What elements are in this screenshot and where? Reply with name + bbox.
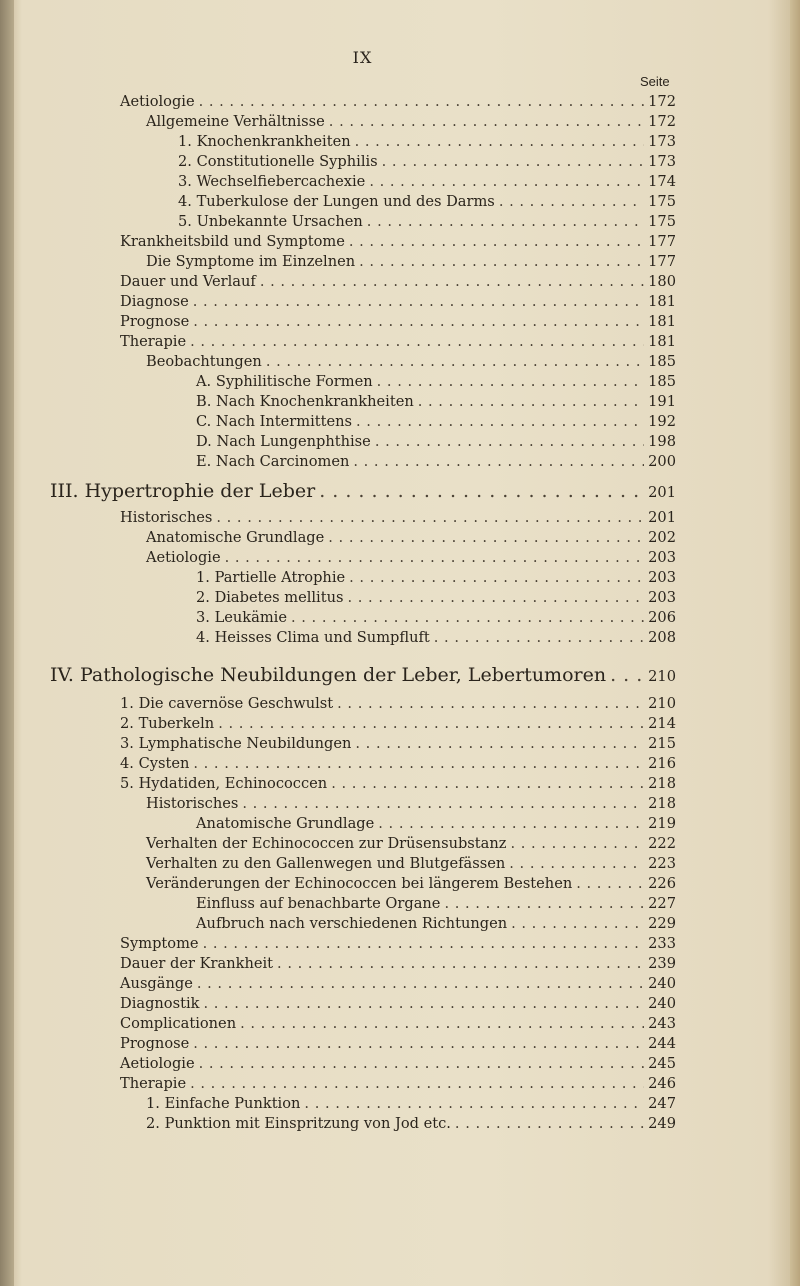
- toc-entry-page: 216: [648, 755, 676, 772]
- toc-entry-title: 1. Einfache Punktion: [146, 1095, 301, 1112]
- toc-entry: [120, 232, 676, 252]
- toc-entry-page: 172: [648, 113, 676, 130]
- dot-leader: [319, 479, 644, 503]
- toc-entry-title: III. Hypertrophie der Leber: [50, 480, 316, 502]
- toc-entry-page: 177: [648, 233, 676, 250]
- toc-entry-page: 203: [648, 569, 676, 586]
- dot-leader: [353, 452, 644, 472]
- toc-entry-page: 227: [648, 895, 676, 912]
- toc-entry-page: 200: [648, 453, 676, 470]
- dot-leader: [203, 994, 644, 1014]
- toc-entry-title: 2. Diabetes mellitus: [196, 589, 344, 606]
- toc-entry-title: Ausgänge: [120, 975, 193, 992]
- toc-entry-title: 3. Wechselfiebercachexie: [178, 173, 366, 190]
- toc-entry: [178, 132, 676, 152]
- toc-entry-page: 192: [648, 413, 676, 430]
- toc-entry-title: 2. Constitutionelle Syphilis: [178, 153, 378, 170]
- dot-leader: [242, 794, 644, 814]
- toc-entry-title: Prognose: [120, 1035, 190, 1052]
- toc-entry: [120, 1034, 676, 1054]
- dot-leader: [277, 954, 644, 974]
- toc-entry-page: 223: [648, 855, 676, 872]
- toc-entry-title: Veränderungen der Echinococcen bei längerem Bestehen: [146, 875, 573, 892]
- toc-entry-title: Beobachtungen: [146, 353, 262, 370]
- dot-leader: [291, 608, 644, 628]
- dot-leader: [499, 192, 644, 212]
- dot-leader: [190, 1074, 644, 1094]
- toc-entry-page: 191: [648, 393, 676, 410]
- toc-entry: [196, 608, 676, 628]
- dot-leader: [359, 252, 644, 272]
- dot-leader: [190, 332, 644, 352]
- toc-entry-page: 173: [648, 153, 676, 170]
- toc-entry-title: Prognose: [120, 313, 190, 330]
- toc-entry-title: Aetiologie: [120, 1055, 195, 1072]
- toc-entry: [178, 172, 676, 192]
- toc-entry: [120, 934, 676, 954]
- dot-leader: [331, 774, 644, 794]
- dot-leader: [349, 568, 644, 588]
- toc-entry: [178, 212, 676, 232]
- dot-leader: [509, 854, 644, 874]
- toc-entry: [120, 714, 676, 734]
- toc-entry-title: 1. Knochenkrankheiten: [178, 133, 351, 150]
- toc-entry-page: 214: [648, 715, 676, 732]
- toc-entry-title: Therapie: [120, 333, 187, 350]
- toc-entry-page: 240: [648, 995, 676, 1012]
- toc-entry-page: 175: [648, 213, 676, 230]
- toc-entry: [120, 332, 676, 352]
- toc-entry: [146, 112, 676, 132]
- toc-entry: [196, 814, 676, 834]
- dot-leader: [193, 1034, 644, 1054]
- toc-entry-title: Anatomische Grundlage: [196, 815, 375, 832]
- toc-entry-page: 185: [648, 373, 676, 390]
- toc-entry-title: Dauer und Verlauf: [120, 273, 256, 290]
- toc-entry: [120, 312, 676, 332]
- toc-entry-page: 210: [648, 668, 676, 685]
- toc-entry: [196, 412, 676, 432]
- toc-entry-title: 1. Die cavernöse Geschwulst: [120, 695, 334, 712]
- page-number: IX: [352, 48, 373, 67]
- toc-entry-page: 198: [648, 433, 676, 450]
- toc-entry-page: 215: [648, 735, 676, 752]
- toc-entry-title: Einfluss auf benachbarte Organe: [196, 895, 441, 912]
- toc-entry-title: 3. Leukämie: [196, 609, 287, 626]
- toc-entry-title: Aufbruch nach verschiedenen Richtungen: [196, 915, 508, 932]
- toc-entry-page: 219: [648, 815, 676, 832]
- toc-entry-page: 226: [648, 875, 676, 892]
- toc-entry: [120, 292, 676, 312]
- toc-entry-page: 177: [648, 253, 676, 270]
- dot-leader: [418, 392, 644, 412]
- toc-entry-title: Verhalten der Echinococcen zur Drüsensubstanz: [146, 835, 507, 852]
- dot-leader: [203, 934, 644, 954]
- dot-leader: [216, 508, 644, 528]
- toc-entry-page: 175: [648, 193, 676, 210]
- toc-entry-page: 244: [648, 1035, 676, 1052]
- toc-entry-title: 3. Lymphatische Neubildungen: [120, 735, 352, 752]
- toc-entry-title: Aetiologie: [120, 93, 195, 110]
- toc-entry: [146, 252, 676, 272]
- toc-entry-title: 2. Tuberkeln: [120, 715, 215, 732]
- toc-entry-page: 181: [648, 333, 676, 350]
- toc-entry: [146, 1094, 676, 1114]
- toc-entry: [120, 694, 676, 714]
- dot-leader: [375, 432, 644, 452]
- toc-entry-page: 172: [648, 93, 676, 110]
- toc-entry-page: 247: [648, 1095, 676, 1112]
- dot-leader: [355, 734, 644, 754]
- toc-entry: [146, 834, 676, 854]
- dot-leader: [511, 914, 644, 934]
- toc-entry: [178, 192, 676, 212]
- dot-leader: [304, 1094, 644, 1114]
- toc-entry-title: Complicationen: [120, 1015, 237, 1032]
- toc-entry-page: 218: [648, 795, 676, 812]
- dot-leader: [369, 172, 644, 192]
- toc-entry: [196, 392, 676, 412]
- toc-entry: [120, 774, 676, 794]
- toc-entry: [146, 794, 676, 814]
- toc-entry-title: Historisches: [120, 509, 213, 526]
- toc-entry-title: Anatomische Grundlage: [146, 529, 325, 546]
- toc-entry: [120, 734, 676, 754]
- toc-entry: [146, 548, 676, 568]
- toc-entry: [120, 994, 676, 1014]
- toc-entry: [146, 874, 676, 894]
- toc-entry-title: Verhalten zu den Gallenwegen und Blutgefässen: [146, 855, 506, 872]
- toc-entry-page: 229: [648, 915, 676, 932]
- dot-leader: [199, 92, 644, 112]
- toc-entry-title: Dauer der Krankheit: [120, 955, 274, 972]
- toc-entry-title: Symptome: [120, 935, 199, 952]
- toc-entry: [120, 1014, 676, 1034]
- toc-entry: [120, 92, 676, 112]
- toc-entry-page: 206: [648, 609, 676, 626]
- toc-entry: [120, 954, 676, 974]
- toc-entry-page: 180: [648, 273, 676, 290]
- toc-entry: [50, 479, 676, 503]
- toc-entry: [120, 1054, 676, 1074]
- toc-entry: [178, 152, 676, 172]
- dot-leader: [510, 834, 644, 854]
- toc-entry: [196, 628, 676, 648]
- toc-entry-title: IV. Pathologische Neubildungen der Leber, Lebertumoren: [50, 664, 607, 686]
- toc-entry-page: 181: [648, 293, 676, 310]
- toc-entry-title: A. Syphilitische Formen: [196, 373, 373, 390]
- toc-entry: [196, 894, 676, 914]
- dot-leader: [193, 754, 644, 774]
- toc-entry-title: Historisches: [146, 795, 239, 812]
- toc-entry-page: 218: [648, 775, 676, 792]
- toc-entry-page: 208: [648, 629, 676, 646]
- dot-leader: [328, 528, 644, 548]
- toc-entry-title: 4. Cysten: [120, 755, 190, 772]
- toc-entry: [146, 528, 676, 548]
- dot-leader: [377, 372, 644, 392]
- toc-entry-page: 240: [648, 975, 676, 992]
- toc-entry: [146, 1114, 676, 1134]
- dot-leader: [260, 272, 644, 292]
- dot-leader: [266, 352, 644, 372]
- toc-entry: [120, 272, 676, 292]
- toc-entry: [120, 974, 676, 994]
- toc-entry-title: Krankheitsbild und Symptome: [120, 233, 345, 250]
- toc-entry-title: B. Nach Knochenkrankheiten: [196, 393, 414, 410]
- toc-entry-title: Allgemeine Verhältnisse: [146, 113, 325, 130]
- toc-entry-title: 1. Partielle Atrophie: [196, 569, 346, 586]
- dot-leader: [329, 112, 644, 132]
- toc-entry-title: Diagnose: [120, 293, 189, 310]
- toc-entry-title: 2. Punktion mit Einspritzung von Jod etc.: [146, 1115, 451, 1132]
- toc-entry-page: 201: [648, 484, 676, 501]
- dot-leader: [337, 694, 644, 714]
- dot-leader: [193, 312, 644, 332]
- toc-entry-title: 5. Unbekannte Ursachen: [178, 213, 363, 230]
- dot-leader: [349, 232, 644, 252]
- toc-entry-title: 4. Heisses Clima und Sumpfluft: [196, 629, 430, 646]
- toc-entry-page: 203: [648, 589, 676, 606]
- dot-leader: [576, 874, 644, 894]
- dot-leader: [240, 1014, 644, 1034]
- toc-entry-title: C. Nach Intermittens: [196, 413, 353, 430]
- toc-entry: [196, 914, 676, 934]
- toc-entry: [196, 568, 676, 588]
- toc-entry: [196, 432, 676, 452]
- dot-leader: [367, 212, 644, 232]
- toc-entry-page: 202: [648, 529, 676, 546]
- toc-entry-title: Therapie: [120, 1075, 187, 1092]
- toc-entry-page: 243: [648, 1015, 676, 1032]
- toc-entry-page: 201: [648, 509, 676, 526]
- dot-leader: [193, 292, 644, 312]
- dot-leader: [197, 974, 644, 994]
- dot-leader: [455, 1114, 644, 1134]
- page-column-label: Seite: [640, 74, 670, 89]
- toc-entry-page: 239: [648, 955, 676, 972]
- toc-entry-title: 5. Hydatiden, Echinococcen: [120, 775, 328, 792]
- dot-leader: [444, 894, 644, 914]
- toc-entry-title: D. Nach Lungenphthise: [196, 433, 371, 450]
- toc-entry: [196, 588, 676, 608]
- toc-entry: [120, 1074, 676, 1094]
- toc-entry-page: 249: [648, 1115, 676, 1132]
- dot-leader: [199, 1054, 644, 1074]
- dot-leader: [434, 628, 644, 648]
- toc-entry: [196, 452, 676, 472]
- dot-leader: [355, 132, 644, 152]
- toc-entry: [50, 663, 676, 687]
- toc-entry-title: Diagnostik: [120, 995, 200, 1012]
- toc-entry-page: 185: [648, 353, 676, 370]
- toc-entry-page: 210: [648, 695, 676, 712]
- toc-entry-page: 233: [648, 935, 676, 952]
- dot-leader: [356, 412, 644, 432]
- toc-entry: [120, 754, 676, 774]
- dot-leader: [378, 814, 644, 834]
- toc-entry-page: 174: [648, 173, 676, 190]
- toc-entry-title: Die Symptome im Einzelnen: [146, 253, 356, 270]
- dot-leader: [347, 588, 644, 608]
- toc-entry-title: E. Nach Carcinomen: [196, 453, 350, 470]
- toc-entry: [196, 372, 676, 392]
- dot-leader: [225, 548, 644, 568]
- toc-entry-page: 203: [648, 549, 676, 566]
- toc-entry-page: 245: [648, 1055, 676, 1072]
- toc-entry: [146, 352, 676, 372]
- dot-leader: [382, 152, 644, 172]
- toc-entry-page: 181: [648, 313, 676, 330]
- toc-entry-page: 222: [648, 835, 676, 852]
- toc-entry: [120, 508, 676, 528]
- dot-leader: [610, 663, 644, 687]
- toc-entry: [146, 854, 676, 874]
- dot-leader: [218, 714, 644, 734]
- toc-entry-title: Aetiologie: [146, 549, 221, 566]
- toc-entry-title: 4. Tuberkulose der Lungen und des Darms: [178, 193, 495, 210]
- toc-entry-page: 173: [648, 133, 676, 150]
- toc-entry-page: 246: [648, 1075, 676, 1092]
